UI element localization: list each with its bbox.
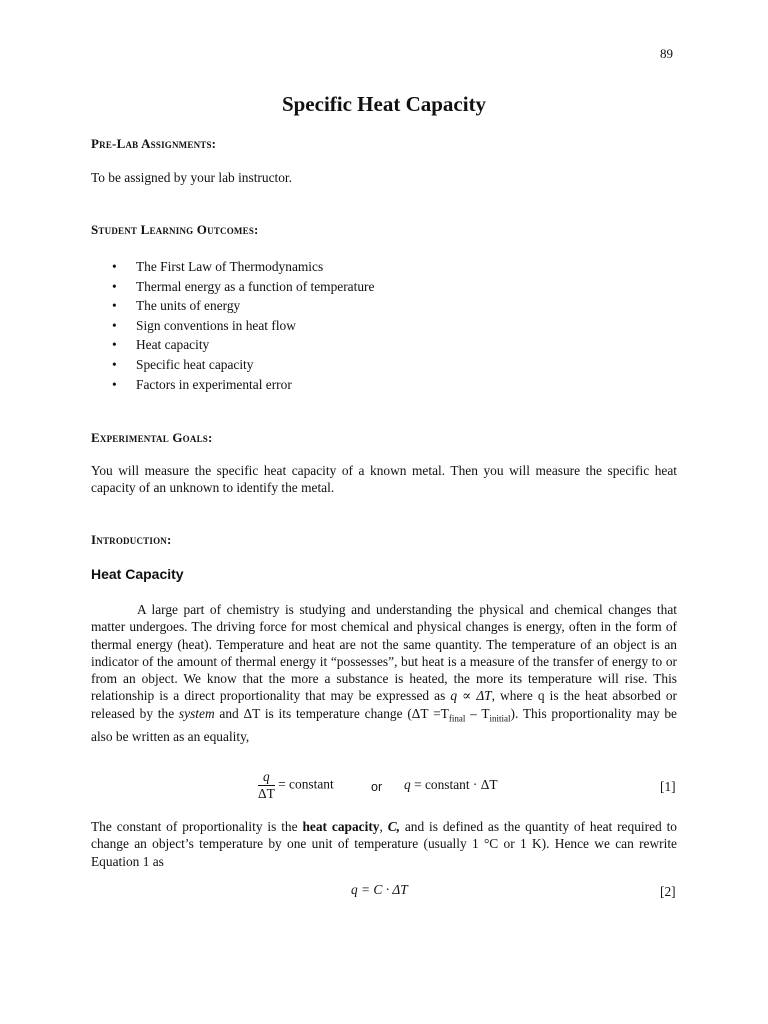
prelab-heading: Pre-Lab Assignments: [91,136,217,151]
list-item: • Factors in experimental error [112,375,374,395]
equation-2-label: [2] [660,884,676,899]
equation-1-alt: q = constant · ΔT [404,777,498,792]
list-item: • The First Law of Thermodynamics [112,257,374,277]
bullet-icon: • [112,376,117,392]
bullet-icon: • [112,337,117,353]
bullet-icon: • [112,356,117,372]
prelab-text: To be assigned by your lab instructor. [91,170,293,185]
heat-capacity-paragraph: The constant of proportionality is the heat capacity, C, and is defined as the quantity of heat required to change an object’s temperature by one unit of temperature (usually 1 °C or 1 K). Hence we can rewrite Equation 1 as [91,819,677,869]
bullet-icon: • [112,298,117,314]
equation-fraction: $\frac{q}{\Delta T}$ [258,769,275,801]
list-item: • Thermal energy as a function of temperature [112,277,374,297]
equation-or: or [371,780,383,794]
page-number: 89 [660,46,673,61]
outcomes-heading: Student Learning Outcomes: [91,222,259,237]
outcomes-list [112,257,374,394]
bullet-icon: • [112,278,117,294]
proportionality-math: q ∝ ΔT [450,688,492,704]
equation-1: $\frac{q}{\Delta T}$ = constant [258,769,334,801]
intro-paragraph: A large part of chemistry is studying and understanding the physical and chemical changes that matter undergoes. The driving force for most chemical and physical changes is energy, often in the form of thermal energy (heat). Temperature and heat are not the same quantity. The temperature of an object is an indicator of the amount of thermal energy it “possesses”, but heat is a measure of the transfer of energy to or from an object. We know that the more a substance is heated, the more its temperature will rise. This relationship is a direct proportionality that may be expressed as q ∝ ΔT, where q is the heat absorbed or released by the system and ΔT is its temperature change $(\Delta T =T_{final} - T_{initial})$. This proportionality may be also be written as an equality, [91,602,677,744]
equation-2: q = C · ΔT [351,882,408,897]
list-item: • Specific heat capacity [112,355,374,375]
bullet-icon: • [112,317,117,333]
bullet-icon: • [112,259,117,274]
equation-1-label: [1] [660,779,676,794]
goals-heading: Experimental Goals: [91,430,213,445]
list-item: • The units of energy [112,296,374,316]
list-item: • Sign conventions in heat flow [112,316,374,336]
introduction-heading: Introduction: [91,532,172,547]
goals-text: You will measure the specific heat capacity of a known metal. Then you will measure the specific heat capacity of an unknown to identify the metal. [91,463,677,496]
page-title: Specific Heat Capacity [281,92,487,116]
list-item: • Heat capacity [112,335,374,355]
heat-capacity-subheading: Heat Capacity [91,566,184,582]
